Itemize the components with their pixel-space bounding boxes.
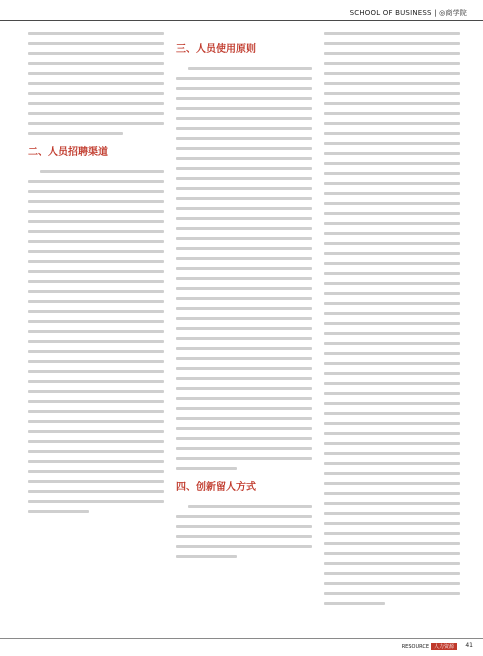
- text-line: [324, 282, 460, 285]
- col2-body-bottom: [176, 505, 312, 558]
- text-line: [28, 360, 164, 363]
- text-line: [324, 252, 460, 255]
- text-line: [324, 332, 460, 335]
- text-line: [28, 510, 89, 513]
- text-line: [176, 397, 312, 400]
- text-line: [176, 97, 312, 100]
- text-line: [176, 177, 312, 180]
- text-line: [188, 505, 312, 508]
- text-line: [28, 92, 164, 95]
- text-line: [176, 417, 312, 420]
- text-line: [28, 132, 123, 135]
- text-line: [176, 297, 312, 300]
- text-line: [28, 62, 164, 65]
- text-line: [28, 490, 164, 493]
- text-line: [324, 432, 460, 435]
- text-line: [324, 322, 460, 325]
- text-line: [176, 457, 312, 460]
- text-line: [324, 392, 460, 395]
- text-line: [324, 382, 460, 385]
- col2-body-top: [176, 67, 312, 470]
- text-line: [324, 352, 460, 355]
- text-line: [176, 377, 312, 380]
- text-line: [28, 410, 164, 413]
- text-line: [176, 525, 312, 528]
- text-line: [28, 440, 164, 443]
- text-line: [28, 350, 164, 353]
- text-line: [324, 52, 460, 55]
- footer-badge: 人力资源: [431, 643, 457, 650]
- text-line: [324, 472, 460, 475]
- text-line: [176, 427, 312, 430]
- text-line: [28, 500, 164, 503]
- text-line: [188, 67, 312, 70]
- page-footer: [0, 634, 483, 656]
- text-line: [324, 162, 460, 165]
- text-line: [176, 117, 312, 120]
- text-line: [324, 172, 460, 175]
- text-line: [176, 347, 312, 350]
- text-line: [176, 77, 312, 80]
- text-line: [324, 202, 460, 205]
- text-line: [28, 42, 164, 45]
- text-line: [28, 112, 164, 115]
- text-line: [176, 147, 312, 150]
- text-line: [324, 412, 460, 415]
- text-line: [176, 137, 312, 140]
- text-line: [28, 320, 164, 323]
- text-line: [28, 52, 164, 55]
- text-line: [28, 280, 164, 283]
- text-line: [176, 157, 312, 160]
- text-line: [176, 327, 312, 330]
- text-line: [324, 572, 460, 575]
- text-line: [28, 72, 164, 75]
- text-line: [324, 362, 460, 365]
- text-line: [28, 400, 164, 403]
- text-line: [324, 442, 460, 445]
- text-line: [324, 212, 460, 215]
- column-2: [176, 32, 312, 626]
- text-line: [324, 602, 385, 605]
- text-line: [324, 82, 460, 85]
- page-number: 41: [465, 642, 473, 649]
- text-line: [324, 372, 460, 375]
- text-line: [324, 232, 460, 235]
- text-line: [324, 542, 460, 545]
- text-line: [176, 515, 312, 518]
- text-line: [28, 430, 164, 433]
- text-line: [28, 290, 164, 293]
- col1-body-bottom: [28, 170, 164, 513]
- text-line: [324, 452, 460, 455]
- text-line: [324, 42, 460, 45]
- text-line: [324, 142, 460, 145]
- text-line: [324, 402, 460, 405]
- text-line: [176, 257, 312, 260]
- text-line: [176, 467, 237, 470]
- text-line: [324, 92, 460, 95]
- text-line: [176, 437, 312, 440]
- text-line: [176, 357, 312, 360]
- text-line: [324, 62, 460, 65]
- text-line: [176, 207, 312, 210]
- header-title: SCHOOL OF BUSINESS | ◎商学院: [349, 9, 467, 17]
- text-line: [28, 460, 164, 463]
- text-line: [324, 272, 460, 275]
- footer-brand: [402, 643, 457, 650]
- text-line: [176, 307, 312, 310]
- text-line: [324, 492, 460, 495]
- text-line: [324, 292, 460, 295]
- text-line: [28, 200, 164, 203]
- text-line: [176, 535, 312, 538]
- text-line: [28, 180, 164, 183]
- text-line: [176, 387, 312, 390]
- text-line: [28, 230, 164, 233]
- text-line: [324, 222, 460, 225]
- text-line: [176, 267, 312, 270]
- text-line: [324, 182, 460, 185]
- text-line: [324, 422, 460, 425]
- text-line: [176, 197, 312, 200]
- text-line: [28, 300, 164, 303]
- text-line: [28, 190, 164, 193]
- text-line: [324, 462, 460, 465]
- text-line: [28, 390, 164, 393]
- section-heading: 三、人员使用原则: [176, 44, 256, 55]
- text-line: [28, 370, 164, 373]
- text-line: [324, 582, 460, 585]
- text-line: [28, 240, 164, 243]
- text-line: [324, 152, 460, 155]
- text-line: [176, 87, 312, 90]
- text-line: [324, 522, 460, 525]
- text-line: [176, 337, 312, 340]
- text-line: [176, 247, 312, 250]
- text-line: [28, 102, 164, 105]
- text-line: [28, 32, 164, 35]
- text-line: [176, 227, 312, 230]
- text-line: [176, 447, 312, 450]
- column-1: [28, 32, 164, 626]
- text-line: [176, 277, 312, 280]
- page-header: [0, 0, 483, 22]
- text-line: [28, 82, 164, 85]
- text-line: [28, 470, 164, 473]
- text-line: [176, 167, 312, 170]
- text-line: [324, 482, 460, 485]
- header-rule: [0, 20, 483, 21]
- text-line: [28, 260, 164, 263]
- section-heading: 四、创新留人方式: [176, 482, 256, 493]
- text-line: [176, 187, 312, 190]
- text-line: [28, 250, 164, 253]
- text-line: [176, 367, 312, 370]
- col3-body: [324, 32, 460, 605]
- text-line: [28, 340, 164, 343]
- text-line: [28, 122, 164, 125]
- text-line: [28, 310, 164, 313]
- text-line: [176, 407, 312, 410]
- col1-body-top: [28, 32, 164, 135]
- text-line: [324, 122, 460, 125]
- text-line: [324, 242, 460, 245]
- text-line: [324, 262, 460, 265]
- text-line: [28, 220, 164, 223]
- column-3: [324, 32, 460, 626]
- text-line: [324, 102, 460, 105]
- text-line: [324, 72, 460, 75]
- text-line: [324, 532, 460, 535]
- text-line: [176, 545, 312, 548]
- text-line: [28, 480, 164, 483]
- text-line: [176, 555, 237, 558]
- text-line: [324, 32, 460, 35]
- text-line: [176, 287, 312, 290]
- text-line: [28, 330, 164, 333]
- text-line: [176, 317, 312, 320]
- text-line: [324, 302, 460, 305]
- text-line: [324, 512, 460, 515]
- text-line: [28, 380, 164, 383]
- text-line: [324, 562, 460, 565]
- text-line: [324, 502, 460, 505]
- text-line: [324, 312, 460, 315]
- text-line: [176, 127, 312, 130]
- text-line: [176, 107, 312, 110]
- text-line: [40, 170, 164, 173]
- text-line: [324, 192, 460, 195]
- text-line: [28, 210, 164, 213]
- text-line: [324, 592, 460, 595]
- text-line: [324, 132, 460, 135]
- text-line: [176, 237, 312, 240]
- text-line: [324, 552, 460, 555]
- footer-rule: [0, 638, 483, 639]
- text-line: [28, 450, 164, 453]
- text-line: [28, 420, 164, 423]
- text-line: [28, 270, 164, 273]
- section-heading: 二、人员招聘渠道: [28, 147, 108, 158]
- text-line: [324, 342, 460, 345]
- text-line: [176, 217, 312, 220]
- text-line: [324, 112, 460, 115]
- footer-brand-text: RESOURCE: [401, 644, 429, 650]
